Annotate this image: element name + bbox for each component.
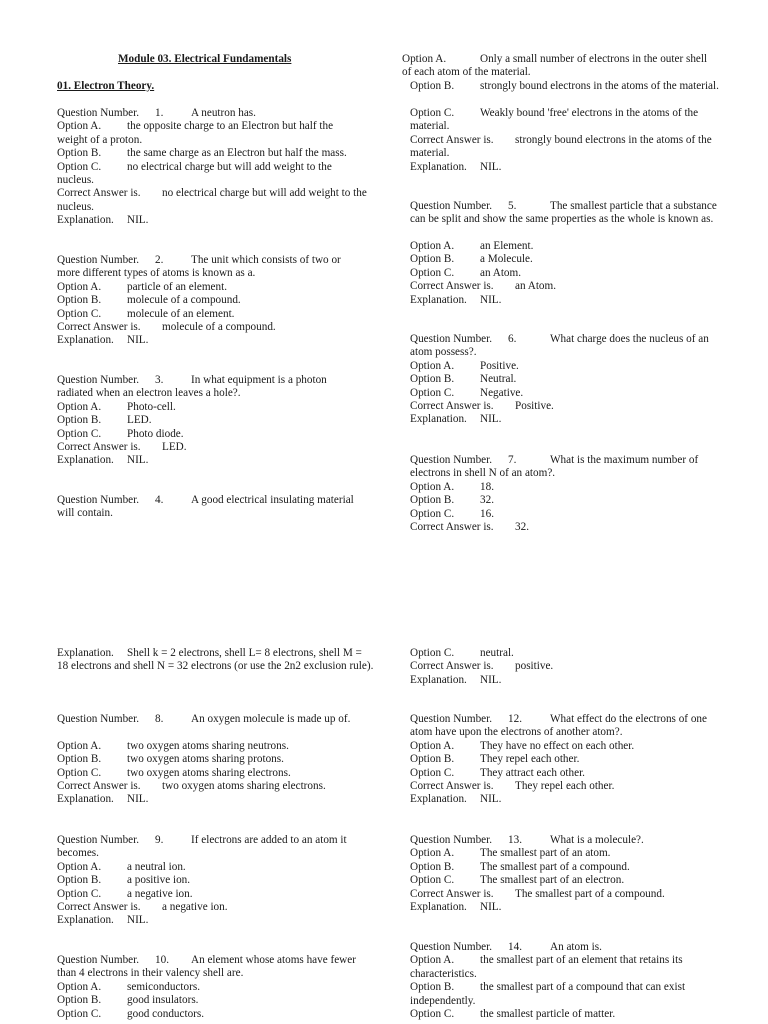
question-8 (57, 713, 377, 807)
correct-answer-continued: nucleus. (57, 200, 94, 213)
explanation: Explanation. Shell k = 2 electrons, shell L= 8 electrons, shell M = (57, 647, 362, 659)
explanation: Explanation. NIL. (410, 413, 502, 426)
option-c: Option C. a negative ion. (57, 887, 193, 900)
option-b: Option B. molecule of a compound. (57, 294, 241, 307)
explanation: Explanation. NIL. (57, 793, 149, 806)
correct-answer: Correct Answer is. molecule of a compound. (57, 321, 276, 334)
explanation: Explanation. NIL. (57, 334, 149, 347)
question-6 (410, 333, 740, 427)
question-12 (410, 713, 740, 807)
question-line: Question Number. 10. An element whose atoms have fewer (57, 954, 356, 966)
question-4-remaining (410, 107, 740, 174)
option-a: Option A. particle of an element. (57, 280, 228, 293)
option-c: Option C. 16. (410, 507, 494, 520)
option-a: Option A. They have no effect on each other. (410, 739, 635, 752)
question-text-continued: will contain. (57, 507, 113, 520)
question-line: Question Number. 7. What is the maximum number of (410, 454, 699, 466)
question-line: Question Number. 5. The smallest particle that a substance (410, 200, 717, 212)
option-a-continued: characteristics. (410, 967, 477, 980)
question-line: Question Number. 12. What effect do the electrons of one (410, 713, 707, 725)
option-c: Option C. Photo diode. (57, 427, 184, 440)
question-14 (410, 941, 740, 1021)
question-1 (57, 107, 377, 228)
question-line: Question Number. 4. A good electrical insulating material (57, 494, 354, 506)
explanation: Explanation. NIL. (410, 793, 502, 806)
correct-answer-continued: material. (410, 147, 450, 160)
option-b-continued: independently. (410, 994, 476, 1007)
question-4 (57, 494, 377, 521)
question-line: Question Number. 3. In what equipment is a photon (57, 374, 327, 386)
explanation: Explanation. NIL. (57, 914, 149, 927)
option-c: Option C. molecule of an element. (57, 307, 235, 320)
option-b: Option B. LED. (57, 414, 152, 427)
option-b: Option B. the smallest part of a compound that can exist (410, 981, 686, 994)
correct-answer: Correct Answer is. 32. (410, 521, 529, 534)
option-c: Option C. Weakly bound 'free' electrons in the atoms of the (410, 107, 699, 119)
correct-answer: Correct Answer is. positive. (410, 660, 554, 673)
explanation: Explanation. NIL. (410, 673, 502, 686)
blank-line (57, 726, 377, 739)
explanation: Explanation. NIL. (57, 214, 149, 227)
question-text-continued: atom possess?. (410, 346, 477, 359)
explanation-continued: 18 electrons and shell N = 32 electrons (or use the 2n2 exclusion rule). (57, 660, 374, 673)
option-a: Option A. the opposite charge to an Electron but half the (57, 120, 334, 133)
correct-answer: Correct Answer is. a negative ion. (57, 901, 228, 914)
question-5-options (410, 240, 740, 307)
option-a: Option A. Photo-cell. (57, 400, 176, 413)
option-c: Option C. They attract each other. (410, 766, 585, 779)
question-7 (410, 454, 740, 534)
option-b: Option B. 32. (410, 494, 494, 507)
section-title: 01. Electron Theory. (57, 80, 155, 92)
question-line: Question Number. 2. The unit which consists of two or (57, 254, 341, 266)
correct-answer: Correct Answer is. LED. (57, 441, 187, 454)
question-line: Question Number. 9. If electrons are added to an atom it (57, 834, 347, 846)
question-2 (57, 254, 377, 348)
correct-answer: Correct Answer is. two oxygen atoms sharing electrons. (57, 780, 326, 793)
option-a: Option A. semiconductors. (57, 980, 201, 993)
question-10 (57, 954, 377, 1021)
correct-answer: Correct Answer is. strongly bound electrons in the atoms of the (410, 133, 712, 146)
question-text-continued: atom have upon the electrons of another atom?. (410, 726, 623, 739)
question-7-explanation (57, 647, 375, 674)
question-5 (410, 200, 750, 227)
explanation: Explanation. NIL. (57, 454, 149, 467)
correct-answer: Correct Answer is. The smallest part of a compound. (410, 887, 665, 900)
question-line: Question Number. 8. An oxygen molecule is made up of. (57, 713, 351, 725)
option-c: Option C. neutral. (410, 647, 514, 659)
option-c: Option C. an Atom. (410, 266, 522, 279)
question-13 (410, 834, 740, 914)
option-b: Option B. good insulators. (57, 994, 199, 1007)
correct-answer: Correct Answer is. an Atom. (410, 280, 557, 293)
question-text-continued: becomes. (57, 847, 99, 860)
question-4-options (402, 53, 742, 93)
question-text-continued: more different types of atoms is known as a. (57, 267, 256, 280)
option-c: Option C. The smallest part of an electron. (410, 874, 625, 887)
correct-answer: Correct Answer is. no electrical charge but will add weight to the (57, 187, 367, 200)
question-text-continued: electrons in shell N of an atom?. (410, 467, 556, 480)
option-c: Option C. the smallest particle of matter. (410, 1008, 616, 1021)
option-b: Option B. strongly bound electrons in the atoms of the material. (410, 79, 719, 92)
question-line: Question Number. 6. What charge does the nucleus of an (410, 333, 709, 345)
module-title: Module 03. Electrical Fundamentals (118, 53, 292, 65)
question-text-continued: radiated when an electron leaves a hole?. (57, 387, 241, 400)
question-text-continued: can be split and show the same properties as the whole is known as. (410, 213, 714, 226)
option-c-continued: nucleus. (57, 174, 94, 187)
option-a-continued: of each atom of the material. (402, 66, 531, 79)
question-line: Question Number. 14. An atom is. (410, 941, 602, 953)
option-a: Option A. The smallest part of an atom. (410, 847, 611, 860)
option-b: Option B. a positive ion. (57, 874, 191, 887)
question-line: Question Number. 1. A neutron has. (57, 107, 256, 119)
option-b: Option B. the same charge as an Electron but half the mass. (57, 147, 347, 160)
explanation: Explanation. NIL. (410, 160, 502, 173)
explanation: Explanation. NIL. (410, 293, 502, 306)
option-c: Option C. Negative. (410, 386, 524, 399)
question-text-continued: than 4 electrons in their valency shell are. (57, 967, 244, 980)
option-b: Option B. The smallest part of a compound. (410, 860, 630, 873)
question-11-remaining (410, 647, 740, 687)
option-b: Option B. They repel each other. (410, 753, 580, 766)
correct-answer: Correct Answer is. Positive. (410, 400, 554, 413)
explanation: Explanation. NIL. (410, 901, 502, 914)
option-a: Option A. Positive. (410, 359, 519, 372)
option-c: Option C. good conductors. (57, 1007, 205, 1020)
option-a-continued: weight of a proton. (57, 133, 143, 146)
option-c: Option C. no electrical charge but will add weight to the (57, 160, 332, 173)
option-a: Option A. 18. (410, 480, 494, 493)
option-b: Option B. two oxygen atoms sharing protons. (57, 753, 284, 766)
option-c: Option C. two oxygen atoms sharing electrons. (57, 766, 291, 779)
option-a: Option A. two oxygen atoms sharing neutrons. (57, 739, 289, 752)
option-b: Option B. a Molecule. (410, 253, 533, 266)
option-a: Option A. Only a small number of electrons in the outer shell (402, 53, 708, 65)
question-3 (57, 374, 377, 468)
option-a: Option A. the smallest part of an element that retains its (410, 954, 683, 967)
correct-answer: Correct Answer is. They repel each other. (410, 780, 615, 793)
question-9 (57, 834, 377, 928)
question-line: Question Number. 13. What is a molecule?. (410, 834, 644, 846)
option-c-continued: material. (410, 120, 450, 133)
option-a: Option A. an Element. (410, 240, 534, 252)
option-b: Option B. Neutral. (410, 373, 517, 386)
option-a: Option A. a neutral ion. (57, 860, 186, 873)
